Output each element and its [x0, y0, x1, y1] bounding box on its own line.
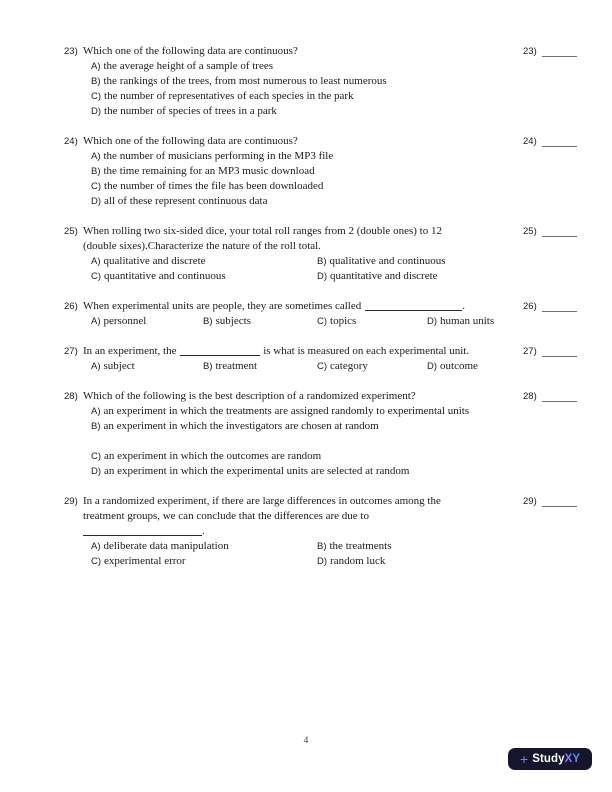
question-line — [0, 134, 612, 149]
answer-number: 29) — [523, 496, 537, 507]
answer-number: 27) — [523, 346, 537, 357]
question-list — [0, 44, 612, 584]
question-text-line1: In a randomized experiment, if there are large differences in outcomes among the — [83, 495, 441, 507]
option-label: A) — [91, 256, 101, 267]
option-row — [91, 359, 612, 374]
option-text: the average height of a sample of trees — [103, 60, 274, 72]
option-text: the number of musicians performing in the MP3 file — [103, 150, 334, 162]
plus-icon: + — [520, 751, 529, 767]
option-b — [91, 419, 612, 434]
option-a — [91, 359, 203, 374]
option-label: A) — [91, 361, 101, 372]
options — [91, 404, 612, 479]
question-text-after-blank: is what is measured on each experimental unit. — [260, 345, 470, 357]
option-label: B) — [317, 256, 327, 267]
option-text: qualitative and discrete — [103, 255, 206, 267]
question-27 — [0, 344, 612, 374]
option-d — [91, 464, 612, 479]
option-text: all of these represent continuous data — [104, 195, 268, 207]
option-text: the number of species of trees in a park — [104, 105, 277, 117]
option-label: C) — [317, 361, 328, 372]
option-row — [91, 554, 612, 569]
question-number: 23) — [64, 46, 78, 57]
option-text: outcome — [440, 360, 478, 372]
option-text: personnel — [103, 315, 147, 327]
option-b — [203, 359, 317, 374]
option-gap — [91, 434, 612, 449]
option-b — [317, 539, 612, 554]
answer-slot — [523, 494, 577, 509]
answer-blank-line — [542, 45, 577, 57]
question-text: Which one of the following data are continuous? — [83, 45, 298, 57]
answer-blank-line — [542, 225, 577, 237]
option-c — [317, 314, 427, 329]
option-label: D) — [317, 556, 328, 567]
question-text-before-blank: In an experiment, the — [83, 345, 177, 357]
option-text: the treatments — [329, 540, 392, 552]
fill-in-blank — [365, 300, 462, 311]
blank-period: . — [202, 525, 205, 537]
option-text: the rankings of the trees, from most numerous to least numerous — [103, 75, 387, 87]
option-label: B) — [317, 541, 327, 552]
page-number: 4 — [303, 736, 309, 746]
option-label: B) — [203, 361, 213, 372]
question-29 — [0, 494, 612, 569]
option-text: an experiment in which the treatments are assigned randomly to experimental units — [103, 405, 470, 417]
options — [91, 254, 612, 284]
option-text: qualitative and continuous — [329, 255, 446, 267]
options — [91, 359, 612, 374]
option-label: A) — [91, 316, 101, 327]
option-b — [317, 254, 612, 269]
answer-number: 24) — [523, 136, 537, 147]
answer-blank-line — [542, 495, 577, 507]
options — [91, 539, 612, 569]
answer-blank-line — [542, 135, 577, 147]
option-text: category — [330, 360, 368, 372]
studyxy-logo — [508, 748, 592, 770]
answer-slot — [523, 344, 577, 359]
option-b — [203, 314, 317, 329]
option-text: an experiment in which the outcomes are random — [104, 450, 322, 462]
option-row — [91, 314, 612, 329]
option-d — [317, 554, 612, 569]
option-text: human units — [440, 315, 495, 327]
answer-number: 23) — [523, 46, 537, 57]
question-number: 29) — [64, 496, 78, 507]
option-d — [427, 314, 612, 329]
option-a — [91, 404, 612, 419]
option-text: the number of representatives of each species in the park — [104, 90, 354, 102]
question-line — [0, 344, 612, 359]
option-row — [91, 269, 612, 284]
option-a — [91, 59, 612, 74]
option-b — [91, 164, 612, 179]
question-line — [0, 224, 612, 239]
question-text: Which of the following is the best description of a randomized experiment? — [83, 390, 416, 402]
answer-blank-line — [542, 300, 577, 312]
option-label: A) — [91, 541, 101, 552]
answer-number: 25) — [523, 226, 537, 237]
fill-in-blank — [180, 345, 260, 356]
options — [91, 314, 612, 329]
question-24 — [0, 134, 612, 209]
option-label: D) — [91, 196, 102, 207]
question-number: 28) — [64, 391, 78, 402]
option-d — [91, 104, 612, 119]
question-line — [0, 494, 612, 509]
option-d — [91, 194, 612, 209]
option-label: D) — [91, 106, 102, 117]
question-28 — [0, 389, 612, 479]
option-label: C) — [91, 271, 102, 282]
option-label: B) — [203, 316, 213, 327]
question-text-line2-row — [0, 239, 612, 254]
option-label: A) — [91, 151, 101, 162]
option-text: experimental error — [104, 555, 186, 567]
option-text: subject — [103, 360, 135, 372]
answer-slot — [523, 134, 577, 149]
option-c — [91, 89, 612, 104]
option-text: subjects — [215, 315, 251, 327]
option-label: C) — [91, 556, 102, 567]
question-text-line2: treatment groups, we can conclude that the differences are due to — [83, 510, 369, 522]
option-row — [91, 254, 612, 269]
option-text: quantitative and discrete — [330, 270, 438, 282]
option-label: B) — [91, 421, 101, 432]
question-text-line1: When rolling two six-sided dice, your total roll ranges from 2 (double ones) to 12 — [83, 225, 442, 237]
option-row — [91, 539, 612, 554]
option-label: D) — [427, 361, 438, 372]
answer-blank-line — [542, 345, 577, 357]
option-text: topics — [330, 315, 357, 327]
option-a — [91, 254, 317, 269]
option-label: D) — [91, 466, 102, 477]
options — [91, 149, 612, 209]
option-a — [91, 149, 612, 164]
question-text-line2: (double sixes).Characterize the nature of the roll total. — [83, 240, 321, 252]
logo-text-study: Study — [532, 752, 565, 765]
option-label: B) — [91, 76, 101, 87]
fill-in-blank — [83, 525, 202, 536]
option-text: random luck — [330, 555, 386, 567]
answer-slot — [523, 44, 577, 59]
logo-text-y: Y — [572, 752, 580, 765]
option-c — [91, 554, 317, 569]
question-line — [0, 44, 612, 59]
answer-slot — [523, 224, 577, 239]
option-text: an experiment in which the experimental units are selected at random — [104, 465, 410, 477]
option-text: an experiment in which the investigators are chosen at random — [103, 420, 379, 432]
option-label: A) — [91, 61, 101, 72]
question-number: 24) — [64, 136, 78, 147]
option-c — [91, 269, 317, 284]
options — [91, 59, 612, 119]
answer-number: 28) — [523, 391, 537, 402]
option-text: treatment — [215, 360, 258, 372]
option-label: C) — [91, 91, 102, 102]
option-label: C) — [317, 316, 328, 327]
option-label: C) — [91, 181, 102, 192]
option-text: deliberate data manipulation — [103, 540, 229, 552]
option-label: C) — [91, 451, 102, 462]
option-label: D) — [317, 271, 328, 282]
option-d — [427, 359, 612, 374]
answer-slot — [523, 299, 577, 314]
question-26 — [0, 299, 612, 329]
logo-text-x: X — [564, 752, 573, 765]
option-c — [91, 449, 612, 464]
option-label: D) — [427, 316, 438, 327]
option-label: B) — [91, 166, 101, 177]
question-number: 27) — [64, 346, 78, 357]
answer-slot — [523, 389, 577, 404]
answer-blank-line — [542, 390, 577, 402]
option-c — [317, 359, 427, 374]
option-text: quantitative and continuous — [104, 270, 226, 282]
option-text: the time remaining for an MP3 music download — [103, 165, 315, 177]
question-line — [0, 299, 612, 314]
question-number: 26) — [64, 301, 78, 312]
question-line — [0, 389, 612, 404]
option-a — [91, 539, 317, 554]
option-a — [91, 314, 203, 329]
question-23 — [0, 44, 612, 119]
question-25 — [0, 224, 612, 284]
question-text-line2-row — [0, 509, 612, 524]
fill-in-blank-row — [0, 524, 612, 539]
question-text-after-blank: . — [462, 300, 465, 312]
option-label: A) — [91, 406, 101, 417]
option-b — [91, 74, 612, 89]
option-c — [91, 179, 612, 194]
question-text-before-blank: When experimental units are people, they are sometimes called — [83, 300, 362, 312]
answer-number: 26) — [523, 301, 537, 312]
question-text: Which one of the following data are continuous? — [83, 135, 298, 147]
option-text: the number of times the file has been downloaded — [104, 180, 324, 192]
question-number: 25) — [64, 226, 78, 237]
option-d — [317, 269, 612, 284]
